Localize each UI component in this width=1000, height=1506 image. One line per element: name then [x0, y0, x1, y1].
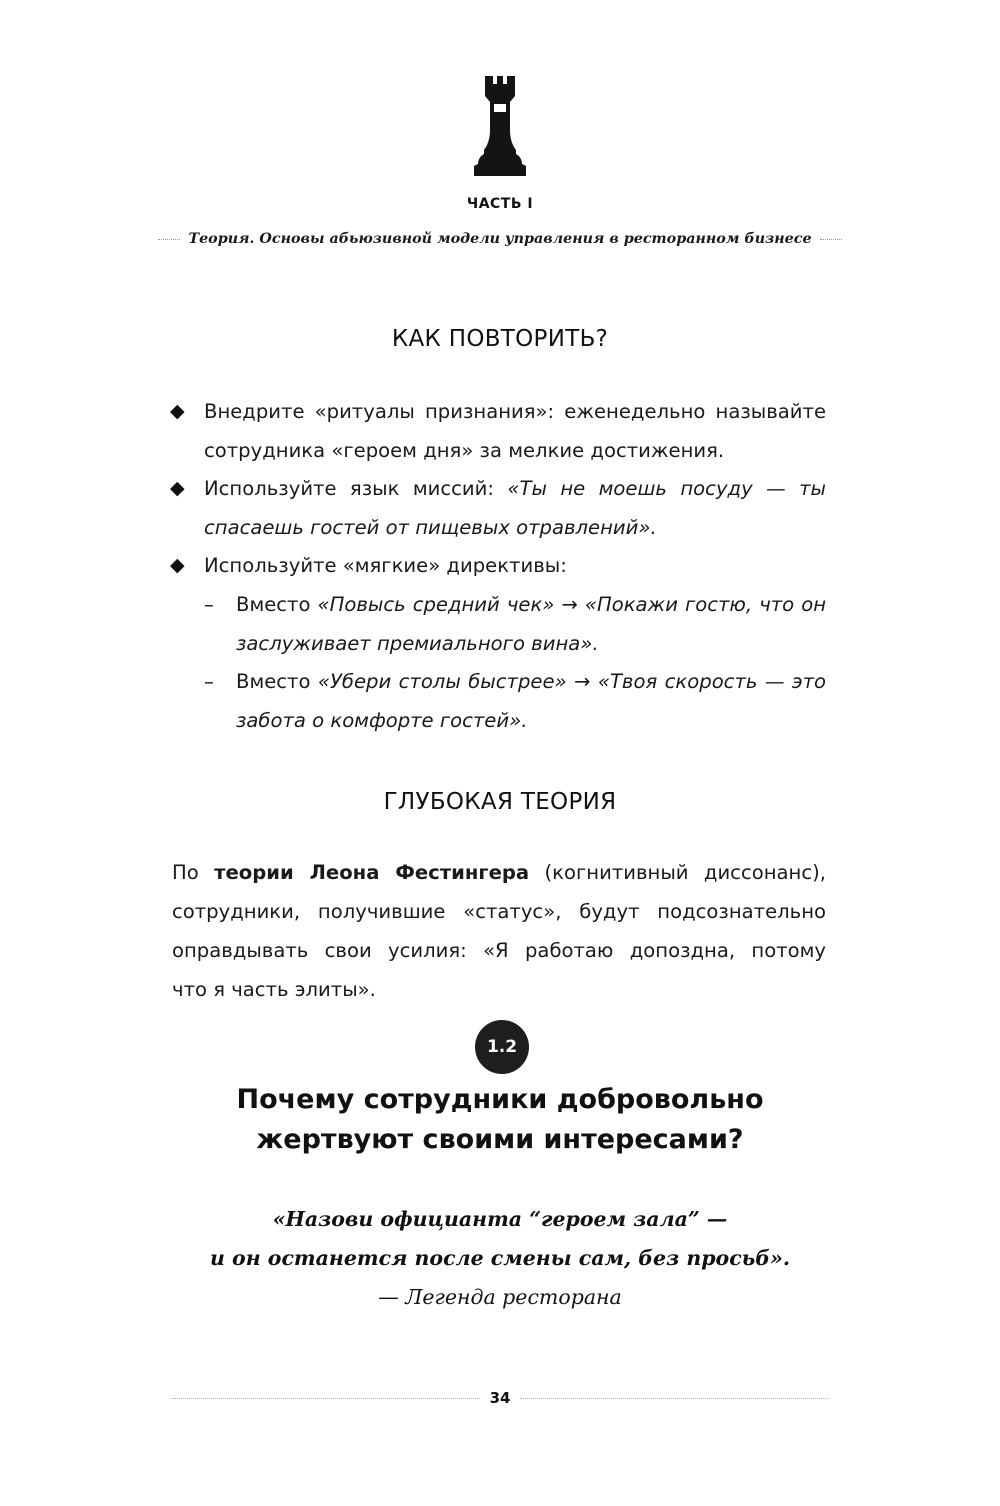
list-item [204, 469, 826, 547]
list-item-line [204, 469, 826, 508]
dash-bullet-icon: – [204, 593, 214, 616]
sub-list-item-line [236, 585, 826, 624]
list-item-text: Используйте язык миссий: [204, 477, 494, 500]
diamond-bullet-icon: ◆ [170, 400, 185, 422]
paragraph-line: оправдывать свои усилия: «Я работаю допоздна, потому [172, 939, 826, 962]
list-item-text: Используйте «мягкие» директивы: [204, 554, 567, 577]
part-subtitle: Теория. Основы абьюзивной модели управления в ресторанном бизнесе [188, 231, 812, 247]
epigraph-attribution: — Легенда ресторана [378, 1285, 622, 1309]
diamond-bullet-icon: ◆ [170, 554, 185, 576]
sub-list-item-to: «Твоя скорость — это [597, 670, 826, 693]
section-heading-how-to-repeat: КАК ПОВТОРИТЬ? [391, 326, 609, 352]
list-item [204, 392, 826, 470]
sub-list-item-line [236, 662, 826, 701]
part-subtitle-row [172, 228, 828, 250]
sub-list-item-word: Вместо [236, 593, 311, 616]
arrow-right-icon: → [561, 593, 578, 616]
epigraph-line: «Назови официанта “героем зала” — [272, 1207, 728, 1231]
dash-bullet-icon: – [204, 670, 214, 693]
list-item-quote: «Ты не моешь посуду — ты [507, 477, 826, 500]
sub-list-item-to: «Покажи гостю, что он [584, 593, 827, 616]
epigraph [0, 1200, 1000, 1317]
sub-list-item-to: заслуживает премиального вина». [236, 632, 599, 655]
arrow-right-icon: → [574, 670, 591, 693]
paragraph-text: (когнитивный диссонанс), [544, 861, 826, 884]
diamond-bullet-icon: ◆ [170, 477, 185, 499]
chapter-title [0, 1080, 1000, 1160]
part-label: ЧАСТЬ I [466, 196, 534, 212]
sub-list-item-to: забота о комфорте гостей». [236, 709, 528, 732]
chess-rook-icon [472, 74, 528, 178]
paragraph-line: сотрудники, получившие «статус», будут подсознательно [172, 900, 826, 923]
sub-list-item-word: Вместо [236, 670, 311, 693]
divider [172, 1398, 480, 1399]
chapter-number-badge: 1.2 [475, 1020, 529, 1074]
paragraph-text: По [172, 861, 199, 884]
paragraph-bold: теории Леона Фестингера [214, 861, 530, 884]
divider [820, 239, 842, 240]
page-number: 34 [489, 1389, 511, 1407]
page-footer [172, 1384, 828, 1412]
list-item-quote: спасаешь гостей от пищевых отравлений». [204, 516, 657, 539]
paragraph-line [172, 853, 826, 892]
list-item-line: сотрудника «героем дня» за мелкие достижения. [204, 439, 725, 462]
divider [520, 1398, 828, 1399]
section-heading-deep-theory: ГЛУБОКАЯ ТЕОРИЯ [383, 789, 617, 815]
sub-list-item-from: «Убери столы быстрее» [317, 670, 567, 693]
paragraph-line: что я часть элиты». [172, 978, 376, 1001]
chapter-title-line: Почему сотрудники добровольно [236, 1084, 764, 1115]
sub-list-item [236, 585, 826, 663]
epigraph-line: и он останется после смены сам, без просьб». [209, 1246, 790, 1270]
paragraph [172, 853, 826, 1009]
sub-list-item [236, 662, 826, 740]
list-item-line: Внедрите «ритуалы признания»: еженедельно называйте [204, 400, 826, 423]
divider [158, 239, 180, 240]
sub-list-item-from: «Повысь средний чек» [317, 593, 555, 616]
chapter-title-line: жертвуют своими интересами? [256, 1124, 744, 1155]
